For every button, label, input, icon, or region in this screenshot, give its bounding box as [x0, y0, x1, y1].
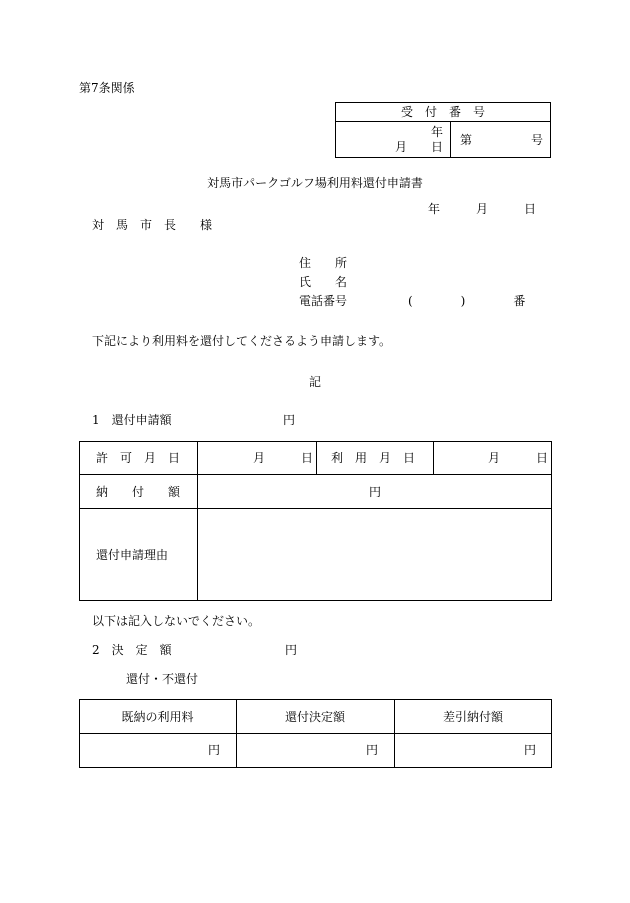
refund-decided-yen: 円: [366, 743, 379, 757]
paid-amount-yen: 円: [369, 485, 382, 499]
table1-row-divider-1: [79, 474, 552, 475]
use-date-label: 利 用 月 日: [331, 451, 416, 465]
receipt-number-suffix: 号: [531, 133, 544, 147]
header-paid-fee: 既納の利用料: [121, 710, 194, 724]
table2-row-divider: [79, 733, 552, 734]
table1-mid-divider-1: [316, 441, 317, 474]
refund-reason-label: 還付申請理由: [96, 548, 169, 562]
request-statement: 下記により利用料を還付してくださるよう申請します。: [92, 334, 392, 348]
phone-number-format: ( ) 番: [408, 294, 526, 308]
receipt-number-prefix: 第: [460, 133, 473, 147]
permit-date-label: 許 可 月 日: [96, 451, 181, 465]
table2-column-divider-1: [236, 699, 237, 768]
name-label: 氏 名: [299, 275, 348, 289]
receipt-box-column-divider: [450, 121, 451, 158]
addressee: 対 馬 市 長 様: [92, 218, 213, 232]
section2-yen: 円: [285, 643, 298, 657]
table2-column-divider-2: [394, 699, 395, 768]
paid-amount-label: 納 付 額: [96, 485, 181, 499]
header-net-payment: 差引納付額: [442, 710, 503, 724]
use-date-value: 月 日: [488, 451, 549, 465]
refund-or-not: 還付・不還付: [126, 672, 199, 686]
application-date: 年 月 日: [428, 202, 537, 216]
table1-row-divider-2: [79, 508, 552, 509]
document-title: 対馬市パークゴルフ場利用料還付申請書: [207, 176, 423, 190]
receipt-month-day: 月 日: [394, 140, 443, 154]
receipt-box-header: 受 付 番 号: [400, 105, 485, 119]
table1-mid-divider-2: [433, 441, 434, 474]
table1-label-column-divider: [197, 441, 198, 601]
section1-yen: 円: [283, 413, 296, 427]
section1-refund-request-amount: 1 還付申請額: [92, 413, 172, 427]
ki-heading: 記: [308, 375, 321, 389]
net-payment-yen: 円: [524, 743, 537, 757]
header-refund-decided: 還付決定額: [284, 710, 345, 724]
paid-fee-yen: 円: [208, 743, 221, 757]
section2-decided-amount: 2 決 定 額: [92, 643, 172, 657]
permit-date-value: 月 日: [253, 451, 314, 465]
do-not-fill-note: 以下は記入しないでください。: [92, 614, 261, 628]
phone-label: 電話番号: [299, 294, 348, 308]
article-reference: 第7条関係: [79, 81, 135, 95]
receipt-year: 年: [430, 125, 443, 139]
receipt-box-divider: [335, 121, 551, 122]
address-label: 住 所: [299, 256, 348, 270]
